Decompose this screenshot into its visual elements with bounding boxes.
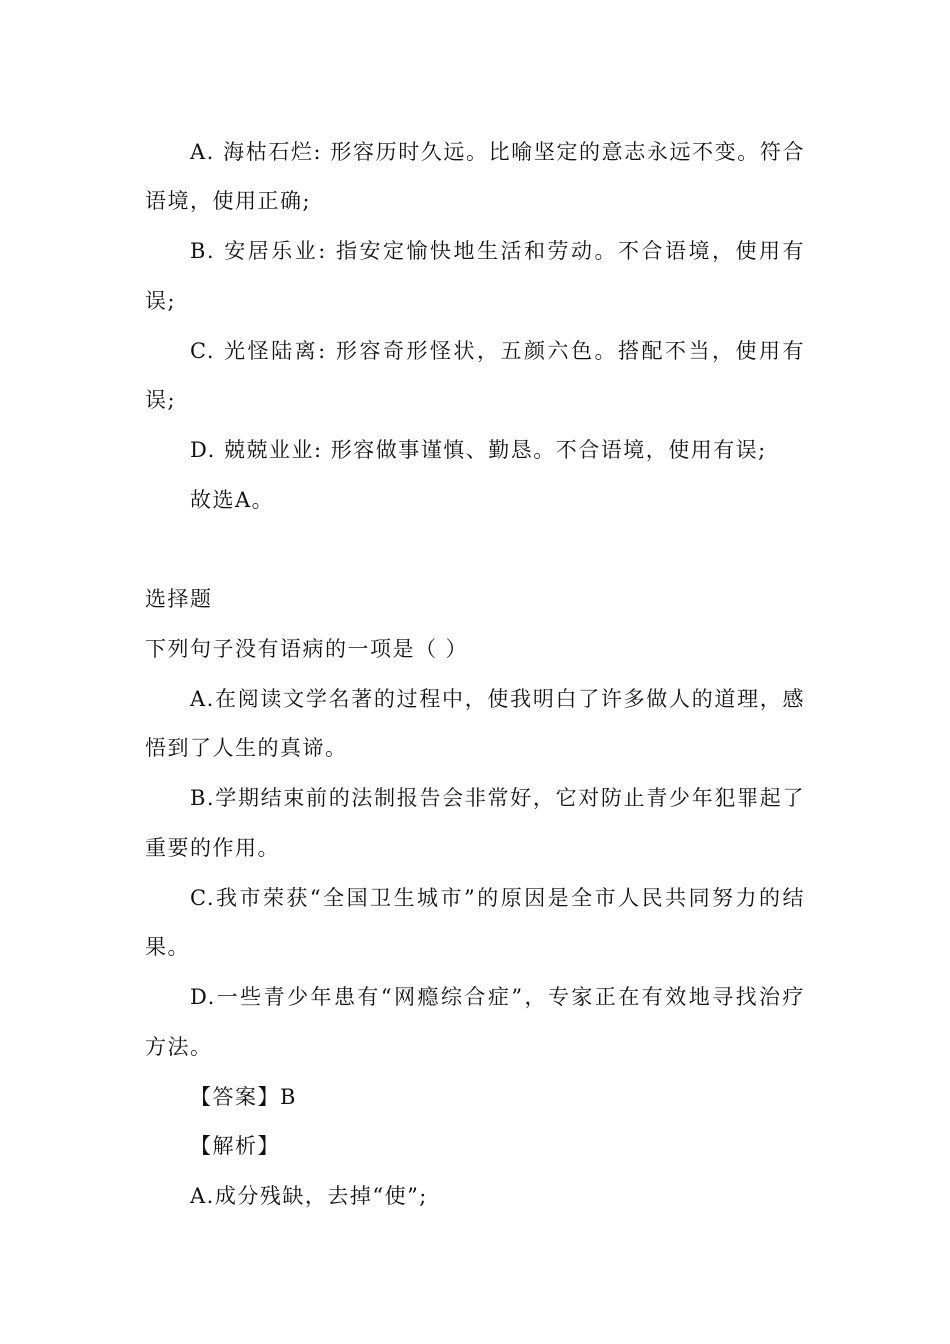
- prev-option-b-line2: 误;: [145, 289, 177, 313]
- question-option-b-line2: 重要的作用。: [145, 836, 280, 860]
- prev-option-b-line1: B. 安居乐业: 指安定愉快地生活和劳动。不合语境，使用有: [190, 239, 805, 263]
- prev-option-d: D. 兢兢业业: 形容做事谨慎、勤恳。不合语境，使用有误;: [190, 438, 767, 462]
- prev-option-c-line1: C. 光怪陆离: 形容奇形怪状，五颜六色。搭配不当，使用有: [190, 339, 805, 363]
- question-option-d-line1: D.一些青少年患有“网瘾综合症”，专家正在有效地寻找治疗: [190, 985, 805, 1009]
- analysis-option-a: A.成分残缺，去掉“使”;: [190, 1184, 428, 1208]
- prev-conclusion: 故选A。: [190, 488, 275, 512]
- question-type: 选择题: [145, 587, 213, 611]
- question-option-b-line1: B.学期结束前的法制报告会非常好，它对防止青少年犯罪起了: [190, 786, 805, 810]
- answer-label: 【答案】B: [190, 1085, 297, 1109]
- question-stem: 下列句子没有语病的一项是（ ）: [145, 637, 469, 661]
- question-option-a-line1: A.在阅读文学名著的过程中，使我明白了许多做人的道理，感: [190, 687, 805, 711]
- prev-option-c-line2: 误;: [145, 388, 177, 412]
- analysis-heading: 【解析】: [190, 1134, 280, 1158]
- question-option-c-line1: C.我市荣获“全国卫生城市”的原因是全市人民共同努力的结: [190, 886, 805, 910]
- question-option-a-line2: 悟到了人生的真谛。: [145, 736, 348, 760]
- question-option-c-line2: 果。: [145, 935, 190, 959]
- prev-option-a-line2: 语境，使用正确;: [145, 189, 312, 213]
- prev-option-a-line1: A. 海枯石烂: 形容历时久远。比喻坚定的意志永远不变。符合: [190, 140, 805, 164]
- question-option-d-line2: 方法。: [145, 1035, 213, 1059]
